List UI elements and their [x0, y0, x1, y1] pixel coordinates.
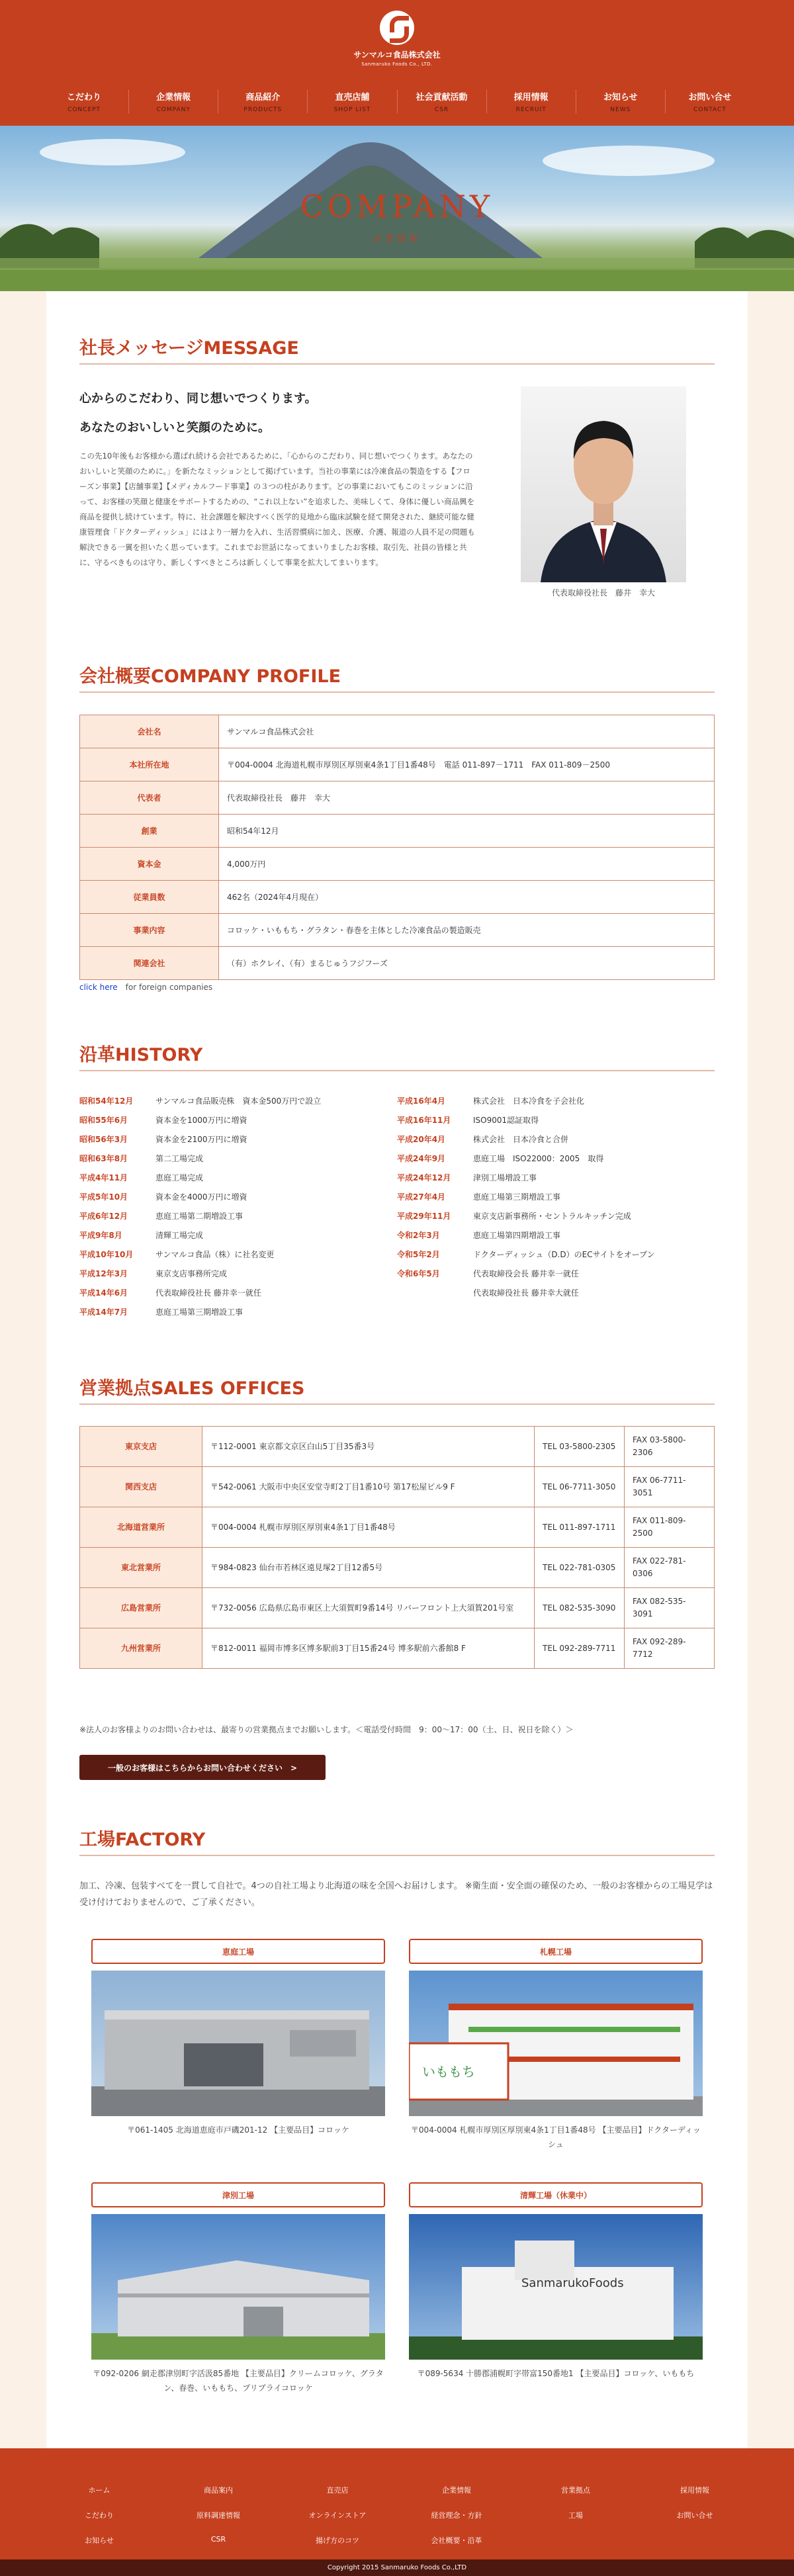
factory-photo-sapporo: [409, 1971, 703, 2116]
profile-label: 資本金: [80, 848, 219, 881]
history-text: 資本金を1000万円に増資: [155, 1116, 247, 1125]
history-date: 平成9年8月: [79, 1231, 122, 1240]
footer-link[interactable]: 工場: [568, 2511, 583, 2520]
history-date: 平成27年4月: [397, 1192, 446, 1202]
office-name: 東京支店: [80, 1427, 202, 1467]
office-name: 九州営業所: [80, 1628, 202, 1669]
factory-photo-eniwa: [91, 1971, 385, 2116]
nav-item-contact[interactable]: [665, 90, 754, 113]
table-row: [80, 848, 715, 881]
profile-label: 関連会社: [80, 947, 219, 980]
history-date: [397, 1284, 473, 1303]
profile-value: 4,000万円: [219, 848, 715, 881]
table-row: [80, 748, 715, 781]
table-row: [80, 1467, 715, 1507]
footer-link[interactable]: 揚げ方のコツ: [316, 2536, 359, 2545]
office-tel: TEL 011-897-1711: [535, 1507, 625, 1548]
nav-label: 商品紹介: [245, 93, 281, 103]
factory-building-image: [409, 2214, 703, 2360]
nav-label: 採用情報: [513, 93, 549, 103]
profile-value: サンマルコ食品株式会社: [219, 715, 715, 748]
office-tel: TEL 092-289-7711: [535, 1628, 625, 1669]
history-text: 代表取締役社長 藤井幸大就任: [473, 1288, 579, 1298]
profile-label: 創業: [80, 815, 219, 848]
history-date: 平成4年11月: [79, 1173, 128, 1182]
history-date: 令和6年5月: [397, 1269, 440, 1278]
history-text: 代表取締役社長 藤井幸一就任: [155, 1288, 261, 1298]
section-title-offices: 営業拠点SALES OFFICES: [79, 1374, 715, 1405]
history-text: 株式会社 日本冷食と合併: [473, 1135, 569, 1144]
message-lead-1: 心からのこだわり、同じ想いでつくります。: [79, 392, 317, 406]
history-item: [79, 1149, 321, 1169]
history-date: 昭和54年12月: [79, 1096, 134, 1106]
nav-item-news[interactable]: [576, 90, 665, 113]
message-lead-2: あなたのおいしいと笑顔のために。: [79, 421, 270, 435]
section-title-history: 沿革HISTORY: [79, 1040, 715, 1071]
office-fax: FAX 06-7711-3051: [625, 1467, 715, 1507]
office-name: 関西支店: [80, 1467, 202, 1507]
nav-label-en: CONCEPT: [67, 107, 101, 113]
nav-label-en: SHOP LIST: [333, 107, 371, 113]
truck-text: いももち: [422, 2064, 475, 2080]
history-text: 恵庭工場第三期増設工事: [473, 1192, 561, 1202]
offices-note: ※法人のお客様よりのお問い合わせは、最寄りの営業拠点までお願いします。＜電話受付時間 9：00～17：00（土、日、祝日を除く）＞: [79, 1725, 574, 1734]
nav-item-recruit[interactable]: [486, 90, 576, 113]
table-row: [80, 1628, 715, 1669]
foreign-companies-text: for foreign companies: [125, 983, 213, 992]
office-fax: FAX 011-809-2500: [625, 1507, 715, 1548]
office-name: 広島営業所: [80, 1588, 202, 1628]
history-list-right: [397, 1092, 655, 1303]
nav-item-csr[interactable]: [397, 90, 486, 113]
office-address: 〒004-0004 札幌市厚別区厚別東4条1丁目1番48号: [202, 1507, 535, 1548]
nav-label: 企業情報: [156, 93, 191, 103]
factory-photo-tsubetsu: [91, 2214, 385, 2360]
office-fax: FAX 092-289-7712: [625, 1628, 715, 1669]
history-text: 恵庭工場第三期増設工事: [155, 1308, 243, 1317]
table-row: [80, 781, 715, 815]
history-item: [397, 1265, 655, 1284]
factory-building-image: [91, 1971, 385, 2116]
footer-link[interactable]: 営業拠点: [561, 2486, 590, 2495]
nav-label: こだわり: [67, 93, 102, 103]
history-item: [397, 1130, 655, 1149]
history-item: [397, 1149, 655, 1169]
factory-building-image: [409, 1971, 703, 2116]
logo-company-name: サンマルコ食品株式会社: [353, 50, 441, 60]
history-date: 平成24年12月: [397, 1173, 451, 1182]
footer-link[interactable]: 採用情報: [680, 2486, 709, 2495]
history-text: サンマルコ食品販売株 資本金500万円で設立: [155, 1096, 322, 1106]
history-text: 代表取締役会長 藤井幸一就任: [473, 1269, 579, 1278]
footer-link[interactable]: 原料調達情報: [197, 2511, 240, 2520]
history-date: 平成16年4月: [397, 1096, 446, 1106]
profile-label: 事業内容: [80, 914, 219, 947]
nav-item-company[interactable]: [128, 90, 218, 113]
history-item: [79, 1188, 321, 1207]
history-item: [397, 1284, 655, 1303]
building-text: SanmarukoFoods: [521, 2276, 624, 2290]
factory-address: 〒004-0004 札幌市厚別区厚別東4条1丁目1番48号 【主要品目】ドクターディッシュ: [410, 2125, 701, 2149]
nav-label: お問い合せ: [688, 93, 732, 103]
hero-banner: [0, 126, 794, 291]
main-content: [46, 291, 748, 2448]
footer-links: [40, 2485, 754, 2546]
history-item: [397, 1111, 655, 1130]
profile-value: 〒004-0004 北海道札幌市厚別区厚別東4条1丁目1番48号 電話 011-897－1711 FAX 011-809－2500: [219, 748, 715, 781]
history-text: 恵庭工場第四期増設工事: [473, 1231, 561, 1240]
factory-address: 〒092-0206 網走郡津別町字活汲85番地 【主要品目】クリームコロッケ、グラタン、春巻、いももち、プリプライコロッケ: [93, 2369, 384, 2393]
office-fax: FAX 022-781-0306: [625, 1548, 715, 1588]
history-date: 昭和55年6月: [79, 1116, 128, 1125]
history-text: サンマルコ食品（株）に社名変更: [155, 1250, 275, 1259]
history-text: 恵庭工場第二期増設工事: [155, 1212, 243, 1221]
history-item: [79, 1284, 321, 1303]
history-date: 昭和63年8月: [79, 1154, 128, 1163]
site-header: [0, 0, 794, 126]
profile-label: 本社所在地: [80, 748, 219, 781]
history-text: 株式会社 日本冷食を子会社化: [473, 1096, 585, 1106]
footer-link[interactable]: こだわり: [85, 2511, 114, 2520]
nav-label-en: NEWS: [610, 107, 631, 113]
factory-intro: 加工、冷凍、包装すべてを一貫して自社で。4つの自社工場より北海道の味を全国へお届けします。 ※衛生面・安全面の確保のため、一般のお客様からの工場見学は受け付けておりませんので、ご了承ください。: [79, 1881, 713, 1908]
profile-label: 代表者: [80, 781, 219, 815]
global-nav: [40, 90, 754, 113]
history-list-left: [79, 1092, 321, 1322]
factory-card-kiyoteru: [409, 2182, 703, 2381]
page-title: COMPANY: [300, 189, 494, 224]
office-fax: FAX 03-5800-2306: [625, 1427, 715, 1467]
footer-link[interactable]: 商品案内: [204, 2486, 233, 2495]
history-item: [79, 1169, 321, 1188]
footer-link[interactable]: ホーム: [88, 2486, 110, 2495]
page-subtitle: 企業情報: [373, 234, 421, 244]
company-profile-table: [79, 715, 715, 980]
table-row: [80, 815, 715, 848]
factory-name: 恵庭工場: [91, 1939, 385, 1964]
history-item: [397, 1188, 655, 1207]
logo-mark-icon: [380, 11, 414, 45]
table-row: [80, 1588, 715, 1628]
history-item: [397, 1207, 655, 1226]
history-date: 昭和56年3月: [79, 1135, 128, 1144]
office-address: 〒984-0823 仙台市若林区遠見塚2丁目12番5号: [202, 1548, 535, 1588]
footer-link[interactable]: お問い合せ: [676, 2511, 713, 2520]
history-date: 平成5年10月: [79, 1192, 128, 1202]
nav-label-en: CONTACT: [693, 107, 727, 113]
factory-card-eniwa: [91, 1939, 385, 2137]
history-date: 平成12年3月: [79, 1269, 128, 1278]
copyright: Copyright 2015 Sanmaruko Foods Co.,LTD: [0, 2559, 794, 2576]
history-item: [79, 1245, 321, 1265]
office-tel: TEL 082-535-3090: [535, 1588, 625, 1628]
profile-value: コロッケ・いももち・グラタン・春巻を主体とした冷凍食品の製造販売: [219, 914, 715, 947]
foreign-companies-line: [79, 983, 212, 992]
office-address: 〒112-0001 東京都文京区白山5丁目35番3号: [202, 1427, 535, 1467]
profile-value: 代表取締役社長 藤井 幸大: [219, 781, 715, 815]
table-row: [80, 1507, 715, 1548]
logo-company-name-en: Sanmaruko Foods Co., LTD.: [361, 62, 433, 67]
nav-label-en: CSR: [434, 107, 449, 113]
table-row: [80, 881, 715, 914]
history-date: 平成10年10月: [79, 1250, 134, 1259]
footer-link[interactable]: 会社概要・沿革: [431, 2536, 482, 2545]
history-text: ドクターディッシュ（D.D）のECサイトをオープン: [473, 1250, 655, 1259]
factory-name: 津別工場: [91, 2182, 385, 2207]
footer-link[interactable]: 直売店: [326, 2486, 349, 2495]
hero-cloud: [40, 139, 185, 165]
factory-photo-kiyoteru: [409, 2214, 703, 2360]
office-tel: TEL 022-781-0305: [535, 1548, 625, 1588]
office-name: 北海道営業所: [80, 1507, 202, 1548]
footer-link[interactable]: 経営理念・方針: [431, 2511, 482, 2520]
history-item: [397, 1245, 655, 1265]
profile-value: （有）ホクレイ、（有）まるじゅうフジフーズ: [219, 947, 715, 980]
company-logo[interactable]: [351, 11, 443, 67]
nav-label: 社会貢献活動: [416, 93, 468, 103]
history-text: 津別工場増設工事: [473, 1173, 537, 1182]
table-row: [80, 1427, 715, 1467]
history-date: 平成24年9月: [397, 1154, 446, 1163]
hero-cloud: [543, 146, 715, 176]
history-item: [79, 1130, 321, 1149]
section-title-message: 社長メッセージMESSAGE: [79, 333, 715, 365]
table-row: [80, 1548, 715, 1588]
president-photo: [521, 386, 686, 582]
history-text: 東京支店事務所完成: [155, 1269, 228, 1278]
office-address: 〒732-0056 広島県広島市東区上大須賀町9番14号 リバーフロント上大須賀201号室: [202, 1588, 535, 1628]
history-date: 平成29年11月: [397, 1212, 451, 1221]
table-row: [80, 947, 715, 980]
factory-card-tsubetsu: [91, 2182, 385, 2395]
profile-value: 462名（2024年4月現在）: [219, 881, 715, 914]
nav-label-en: PRODUCTS: [243, 107, 283, 113]
history-item: [79, 1111, 321, 1130]
history-date: 平成20年4月: [397, 1135, 446, 1144]
profile-label: 会社名: [80, 715, 219, 748]
table-row: [80, 914, 715, 947]
factory-name: 清輝工場（休業中）: [409, 2182, 703, 2207]
history-text: 恵庭工場完成: [155, 1173, 204, 1182]
office-tel: TEL 03-5800-2305: [535, 1427, 625, 1467]
history-text: 清輝工場完成: [155, 1231, 204, 1240]
nav-item-concept[interactable]: [40, 90, 128, 113]
history-item: [79, 1207, 321, 1226]
history-text: ISO9001認証取得: [473, 1116, 539, 1125]
office-fax: FAX 082-535-3091: [625, 1588, 715, 1628]
office-address: 〒812-0011 福岡市博多区博多駅前3丁目15番24号 博多駅前六番館8 F: [202, 1628, 535, 1669]
factory-building-image: [91, 2214, 385, 2360]
history-item: [79, 1265, 321, 1284]
history-text: 東京支店新事務所・セントラルキッチン完成: [473, 1212, 631, 1221]
nav-item-shop-list[interactable]: [307, 90, 396, 113]
nav-label: お知らせ: [603, 93, 638, 103]
profile-value: 昭和54年12月: [219, 815, 715, 848]
section-title-factory: 工場FACTORY: [79, 1825, 715, 1856]
history-text: 資本金を4000万円に増資: [155, 1192, 247, 1202]
history-text: 恵庭工場 ISO22000：2005 取得: [473, 1154, 604, 1163]
factory-address: 〒061-1405 北海道恵庭市戸磯201-12 【主要品目】コロッケ: [127, 2125, 349, 2135]
history-date: 平成14年7月: [79, 1308, 128, 1317]
president-caption: 代表取締役社長 藤井 幸大: [551, 588, 655, 598]
footer-link[interactable]: 企業情報: [442, 2486, 471, 2495]
president-portrait-image: [521, 386, 686, 582]
site-footer: [0, 2448, 794, 2576]
message-body: この先10年後もお客様から選ばれ続ける会社であるために、「心からのこだわり、同じ想いでつくります。あなたのおいしいと笑顔のために。」を新たなミッションとして掲げています。当社の事業には冷凍食品の製造をする【フローズン事業】【店舗事業】【メディカルフード事業】の３つの柱があります。どの事業においてもこのミッションに沿って、お客様の笑顔と健康をサポートするための、“これ以上ない”を追求した、美味しくて、身体に優しい商品興を商品を提供し続けています。特に、社会課題を解決すべく医学的見地から臨床試験を経て開発された、継続可能な健康管理食「ドクターディッシュ」にはより一層力を入れ、生活習慣病に加え、医療、介護、報道の人員不足の問題も解決できる一翼を担いたく思っています。これまでお世話になってまいりましたお客様、取引先、社員の皆様と共に、守るべきものは守り、新しくすべきところは新しくして事業を拡大してまいります。: [79, 451, 475, 567]
history-item: [397, 1226, 655, 1245]
footer-link[interactable]: CSR: [210, 2535, 226, 2544]
history-item: [79, 1092, 321, 1111]
history-date: 令和2年3月: [397, 1231, 440, 1240]
factory-name: 札幌工場: [409, 1939, 703, 1964]
history-item: [79, 1303, 321, 1322]
office-tel: TEL 06-7711-3050: [535, 1467, 625, 1507]
history-text: 第二工場完成: [155, 1154, 204, 1163]
office-name: 東北営業所: [80, 1548, 202, 1588]
history-date: 平成16年11月: [397, 1116, 451, 1125]
history-item: [397, 1169, 655, 1188]
history-item: [79, 1226, 321, 1245]
footer-link[interactable]: オンラインストア: [308, 2511, 367, 2520]
factory-address: 〒089-5634 十勝郡浦幌町字帯富150番地1 【主要品目】コロッケ、いももち: [417, 2369, 695, 2378]
nav-item-products[interactable]: [218, 90, 307, 113]
office-address: 〒542-0061 大阪市中央区安堂寺町2丁目1番10号 第17松屋ビル9 F: [202, 1467, 535, 1507]
history-text: 資本金を2100万円に増資: [155, 1135, 247, 1144]
footer-link[interactable]: お知らせ: [85, 2536, 114, 2545]
history-item: [397, 1092, 655, 1111]
profile-label: 従業員数: [80, 881, 219, 914]
history-date: 平成14年6月: [79, 1288, 128, 1298]
table-row: [80, 715, 715, 748]
nav-label: 直売店舗: [335, 93, 370, 103]
section-title-profile: 会社概要COMPANY PROFILE: [79, 662, 715, 693]
factory-card-sapporo: [409, 1939, 703, 2152]
history-date: 令和5年2月: [397, 1250, 440, 1259]
general-contact-button[interactable]: 一般のお客様はこちらからお問い合わせください >: [79, 1755, 326, 1780]
foreign-companies-link[interactable]: click here: [79, 983, 118, 992]
sales-offices-table: [79, 1426, 715, 1669]
nav-label-en: COMPANY: [156, 107, 191, 113]
nav-label-en: RECRUIT: [515, 107, 547, 113]
history-date: 平成6年12月: [79, 1212, 128, 1221]
